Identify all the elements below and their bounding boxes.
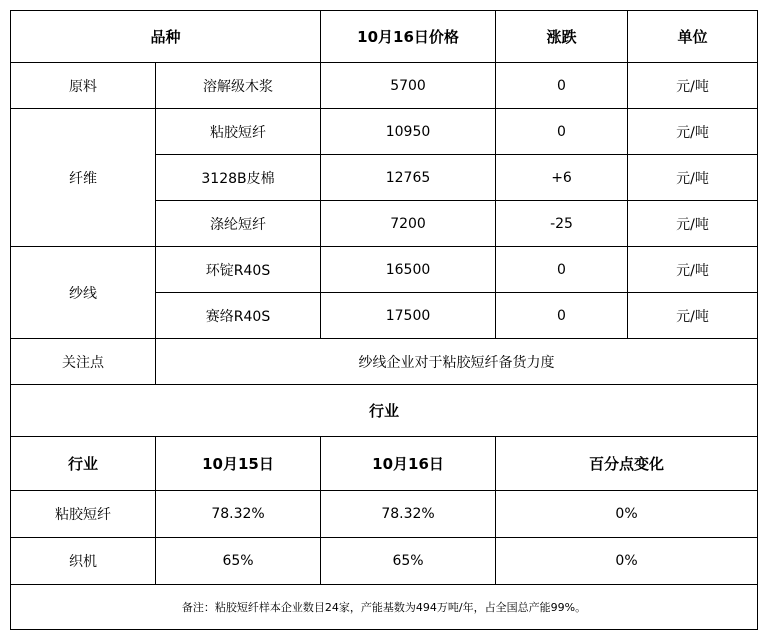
focus-text: 纱线企业对于粘胶短纤备货力度 bbox=[156, 339, 758, 385]
product-cell: 3128B皮棉 bbox=[156, 155, 321, 201]
category-cell: 纱线 bbox=[11, 247, 156, 339]
table-row bbox=[11, 63, 758, 109]
footnote-text: 备注：粘胶短纤样本企业数目24家，产能基数为494万吨/年，占全国总产能99%。 bbox=[11, 585, 758, 630]
unit-cell: 元/吨 bbox=[628, 109, 758, 155]
product-cell: 涤纶短纤 bbox=[156, 201, 321, 247]
price-cell: 7200 bbox=[321, 201, 496, 247]
change-cell: 0 bbox=[496, 63, 628, 109]
change-cell: -25 bbox=[496, 201, 628, 247]
header-variety: 品种 bbox=[11, 11, 321, 63]
header-unit: 单位 bbox=[628, 11, 758, 63]
industry-header-row bbox=[11, 437, 758, 491]
industry-section-title: 行业 bbox=[11, 385, 758, 437]
header-date2: 10月16日 bbox=[321, 437, 496, 491]
footnote-row bbox=[11, 585, 758, 630]
table-row bbox=[11, 247, 758, 293]
unit-cell: 元/吨 bbox=[628, 247, 758, 293]
date2-cell: 65% bbox=[321, 538, 496, 585]
category-cell: 原料 bbox=[11, 63, 156, 109]
price-cell: 12765 bbox=[321, 155, 496, 201]
price-cell: 10950 bbox=[321, 109, 496, 155]
header-pct-change: 百分点变化 bbox=[496, 437, 758, 491]
change-cell: +6 bbox=[496, 155, 628, 201]
date1-cell: 78.32% bbox=[156, 491, 321, 538]
unit-cell: 元/吨 bbox=[628, 155, 758, 201]
table-row bbox=[11, 538, 758, 585]
product-cell: 赛络R40S bbox=[156, 293, 321, 339]
date2-cell: 78.32% bbox=[321, 491, 496, 538]
industry-name-cell: 织机 bbox=[11, 538, 156, 585]
product-cell: 粘胶短纤 bbox=[156, 109, 321, 155]
unit-cell: 元/吨 bbox=[628, 293, 758, 339]
pct-change-cell: 0% bbox=[496, 538, 758, 585]
table-row bbox=[11, 491, 758, 538]
table-header-row bbox=[11, 11, 758, 63]
price-table bbox=[10, 10, 758, 630]
price-cell: 17500 bbox=[321, 293, 496, 339]
product-cell: 溶解级木浆 bbox=[156, 63, 321, 109]
header-industry: 行业 bbox=[11, 437, 156, 491]
header-date1: 10月15日 bbox=[156, 437, 321, 491]
industry-title-row bbox=[11, 385, 758, 437]
change-cell: 0 bbox=[496, 293, 628, 339]
category-cell: 纤维 bbox=[11, 109, 156, 247]
change-cell: 0 bbox=[496, 247, 628, 293]
table-row bbox=[11, 109, 758, 155]
change-cell: 0 bbox=[496, 109, 628, 155]
focus-label: 关注点 bbox=[11, 339, 156, 385]
unit-cell: 元/吨 bbox=[628, 63, 758, 109]
unit-cell: 元/吨 bbox=[628, 201, 758, 247]
header-change: 涨跌 bbox=[496, 11, 628, 63]
price-cell: 16500 bbox=[321, 247, 496, 293]
industry-name-cell: 粘胶短纤 bbox=[11, 491, 156, 538]
product-cell: 环锭R40S bbox=[156, 247, 321, 293]
price-cell: 5700 bbox=[321, 63, 496, 109]
header-price: 10月16日价格 bbox=[321, 11, 496, 63]
pct-change-cell: 0% bbox=[496, 491, 758, 538]
date1-cell: 65% bbox=[156, 538, 321, 585]
focus-row bbox=[11, 339, 758, 385]
